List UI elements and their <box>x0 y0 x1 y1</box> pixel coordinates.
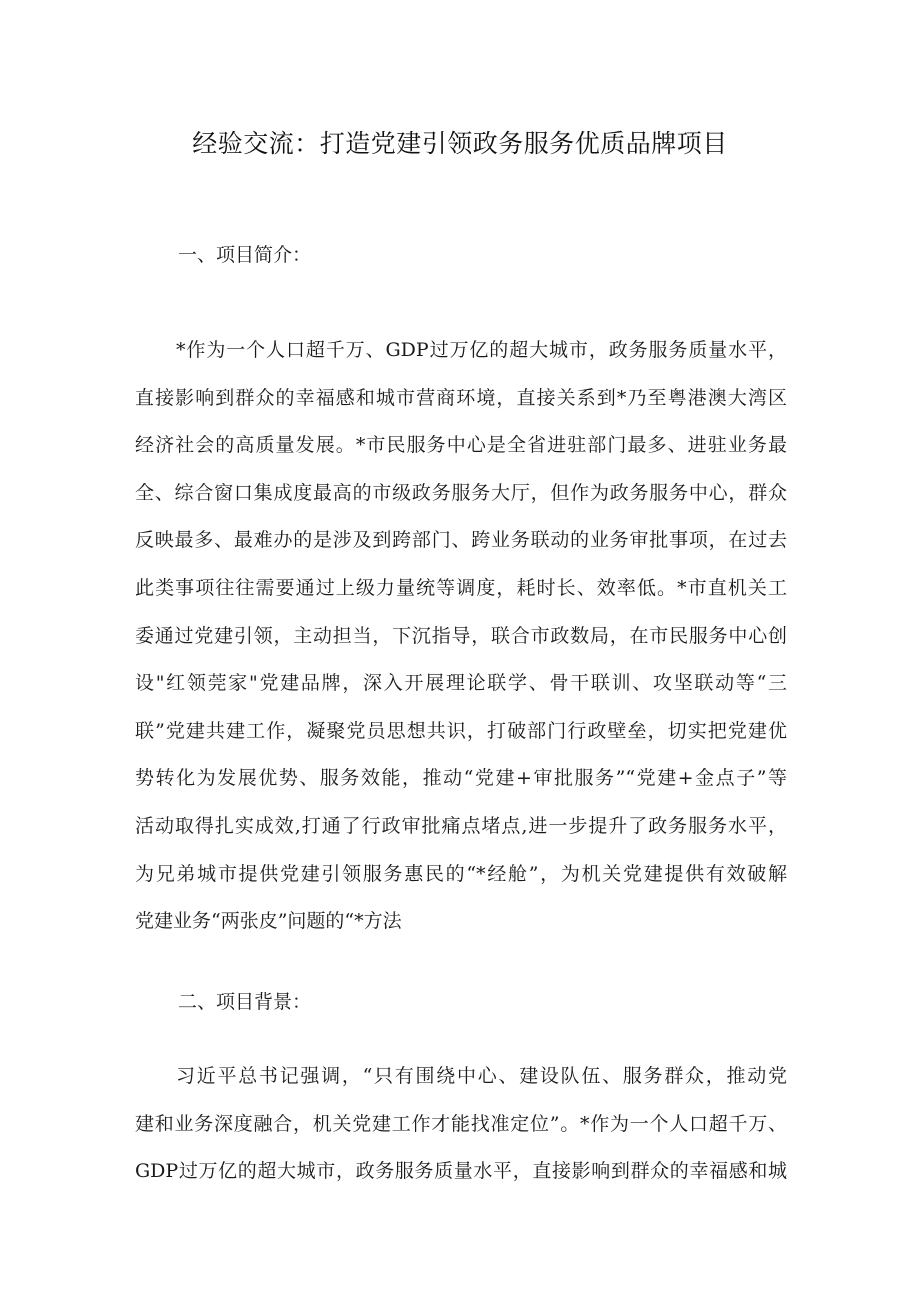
text-line: 为兄弟城市提供党建引领服务惠民的“*经舱”，为机关党建提供有效破解 <box>135 862 787 885</box>
text-line: 设"红领莞家"党建品牌，深入开展理论联学、骨干联训、攻坚联动等“三 <box>135 672 787 695</box>
text-line: 党建业务“两张皮”问题的“*方法 <box>135 910 402 933</box>
text-line: 联”党建共建工作，凝聚党员思想共识，打破部门行政壁垒，切实把党建优 <box>135 719 787 742</box>
text-line: 活动取得扎实成效,打通了行政审批痛点堵点,进一步提升了政务服务水平， <box>135 814 787 837</box>
text-line: 全、综合窗口集成度最高的市级政务服务大厅，但作为政务服务中心，群众 <box>135 481 787 504</box>
text-line: 此类事项往往需要通过上级力量统等调度，耗时长、效率低。*市直机关工 <box>135 576 787 599</box>
text-line: *作为一个人口超千万、GDP过万亿的超大城市，政务服务质量水平， <box>176 339 787 361</box>
text-line: 习近平总书记强调，“只有围绕中心、建设队伍、服务群众，推动党 <box>176 1065 787 1087</box>
paragraph-background <box>135 1053 787 1196</box>
text-line: 建和业务深度融合，机关党建工作才能找准定位”。*作为一个人口超千万、 <box>135 1112 787 1135</box>
section-heading-intro: 一、项目简介： <box>178 244 312 266</box>
text-line: 势转化为发展优势、服务效能，推动“党建+审批服务”“党建+金点子”等 <box>135 767 787 790</box>
text-line: GDP过万亿的超大城市，政务服务质量水平，直接影响到群众的幸福感和城 <box>135 1160 787 1183</box>
text-line: 经济社会的高质量发展。*市民服务中心是全省进驻部门最多、进驻业务最 <box>135 434 787 457</box>
text-line: 委通过党建引领，主动担当，下沉指导，联合市政数局，在市民服务中心创 <box>135 624 787 647</box>
document-title: 经验交流：打造党建引领政务服务优质品牌项目 <box>192 129 728 158</box>
paragraph-intro <box>135 327 787 946</box>
section-heading-background: 二、项目背景： <box>178 991 312 1013</box>
text-line: 反映最多、最难办的是涉及到跨部门、跨业务联动的业务审批事项，在过去 <box>135 529 787 552</box>
text-line: 直接影响到群众的幸福感和城市营商环境，直接关系到*乃至粤港澳大湾区 <box>135 386 787 409</box>
